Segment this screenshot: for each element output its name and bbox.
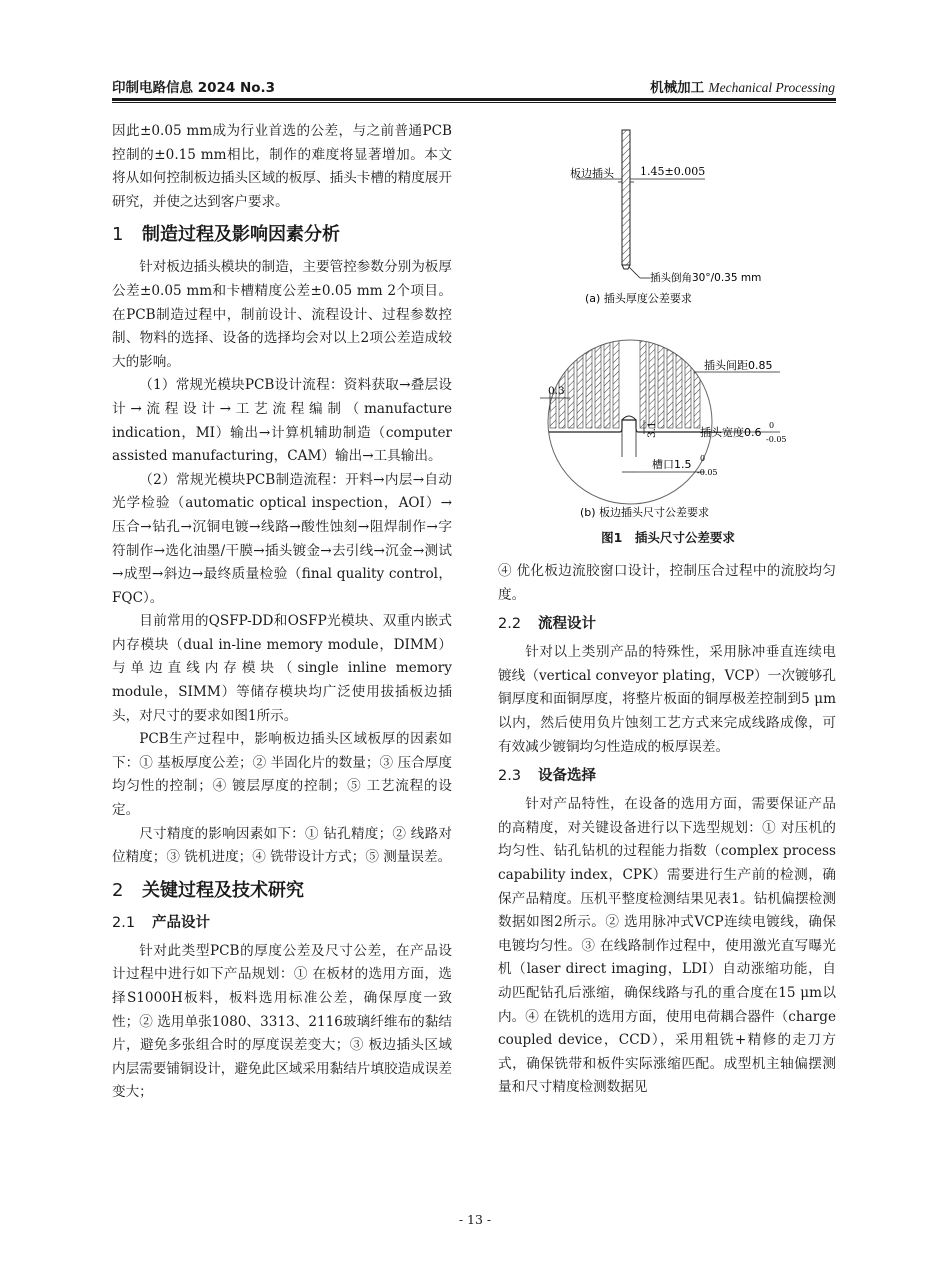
figure-1b — [530, 332, 787, 519]
intro-paragraph: 因此±0.05 mm成为行业首选的公差，与之前普通PCB控制的±0.15 mm相比，制作的难度将显著增加。本文将从如何控制板边插头区域的板厚、插头卡槽的精度展开研究，并使之达到客户要求。 — [112, 123, 452, 210]
section-2-2-number: 2.2 — [498, 616, 522, 633]
section-2-2-paragraph: 针对以上类别产品的特殊性，采用脉冲垂直连续电镀线（vertical conveyor plating，VCP）一次镀够孔铜厚度和面铜厚度，将整片板面的铜厚极差控制到5 μm以内，然后使用负片蚀刻工艺方式来完成线路成像，可有效减少镀铜均匀性造成的板厚误差。 — [498, 644, 836, 755]
section-1-paragraph: 针对板边插头模块的制造，主要管控参数分别为板厚公差±0.05 mm和卡槽精度公差±0.05 mm 2个项目。在PCB制造过程中，制前设计、流程设计、过程参数控制、物料的选择、设备的选择均会对以上2项公差造成较大的影响。 — [112, 259, 452, 370]
section-2-1-paragraph: 针对此类型PCB的厚度公差及尺寸公差，在产品设计过程中进行如下产品规划：① 在板材的选用方面，选择S1000H板料，板料选用标准公差，确保厚度一致性；② 选用单张1080、3313、2116玻璃纤维布的黏结片，避免多张组合时的厚度误差变大；③ 板边插头区域内层需要铺铜设计，避免此区域采用黏结片填胶造成误差变大； — [112, 942, 452, 1101]
section-1-paragraph: （2）常规光模块PCB制造流程：开料→内层→自动光学检验（automatic optical inspection，AOI）→压合→钻孔→沉铜电镀→线路→酸性蚀刻→阻焊制作→字符制作→选化油墨/干膜→插头镀金→去引线→沉金→测试→成型→斜边→最终质量检验（final quality control，FQC）。 — [112, 471, 452, 606]
section-1-title: 制造过程及影响因素分析 — [142, 224, 340, 246]
section-1-paragraph: PCB生产过程中，影响板边插头区域板厚的因素如下：① 基板厚度公差；② 半固化片的数量；③ 压合厚度均匀性的控制；④ 镀层厚度的控制；⑤ 工艺流程的设定。 — [112, 731, 452, 819]
section-header — [650, 76, 835, 96]
journal-header: 印制电路信息 2024 No.3 — [112, 80, 276, 96]
section-2-number: 2 — [112, 879, 124, 901]
header-rule — [112, 98, 836, 101]
label-width-upper: 0 — [769, 421, 775, 430]
header-rule-thin — [112, 102, 836, 103]
section-2-title: 关键过程及技术研究 — [142, 879, 304, 901]
label-thickness: 1.45±0.005 — [640, 165, 706, 178]
section-2-1-heading — [112, 912, 452, 934]
label-width — [700, 425, 762, 439]
label-slot-lower: -0.05 — [697, 468, 718, 477]
label-3-1: 3.1 — [646, 421, 658, 438]
section-header-cn: 机械加工 — [650, 80, 705, 96]
section-2-3-number: 2.3 — [498, 768, 522, 785]
section-2-3-title: 设备选择 — [538, 768, 596, 785]
section-1-paragraph: （1）常规光模块PCB设计流程：资料获取→叠层设计→流程设计→工艺流程编制（manufacture indication，MI）输出→计算机辅助制造（computer assisted manufacturing，CAM）输出→工具输出。 — [112, 377, 452, 465]
continuation-paragraph: ④ 优化板边流胶窗口设计，控制压合过程中的流胶均匀度。 — [498, 563, 836, 603]
section-2-heading — [112, 878, 452, 904]
page-number: - 13 - — [458, 1212, 492, 1227]
section-2-1-number: 2.1 — [112, 914, 136, 931]
leader-line — [629, 267, 640, 278]
label-chamfer: 插头倒角30°/0.35 mm — [650, 272, 762, 284]
connector-board-section — [622, 130, 630, 265]
section-1-paragraph: 目前常用的QSFP-DD和OSFP光模块、双重内嵌式内存模块（dual in-line memory module，DIMM）与单边直线内存模块（single inline memory module，SIMM）等储存模块均广泛使用拔插板边插头，对尺寸的要求如图1所示。 — [112, 613, 452, 724]
figure-1b-caption: (b) 板边插头尺寸公差要求 — [580, 506, 710, 519]
section-1-paragraph: 尺寸精度的影响因素如下：① 钻孔精度；② 线路对位精度；③ 铣机进度；④ 铣带设计方式；⑤ 测量误差。 — [112, 825, 452, 866]
label-edge-connector: 板边插头 — [570, 167, 614, 180]
figure-1a-caption: (a) 插头厚度公差要求 — [585, 292, 692, 305]
label-pitch: 插头间距0.85 — [704, 359, 773, 372]
section-2-2-heading — [498, 613, 836, 635]
section-2-1-title: 产品设计 — [152, 914, 210, 931]
section-header-en: Mechanical Processing — [708, 80, 835, 95]
section-2-2-title: 流程设计 — [538, 616, 596, 633]
figure-1a — [570, 130, 761, 305]
figure-1-title: 图1 插头尺寸公差要求 — [601, 530, 735, 545]
label-slot: 槽口1.5 — [652, 458, 692, 471]
label-width-value: 插头宽度0.6 — [700, 426, 762, 439]
right-column — [498, 560, 836, 1100]
section-2-3-paragraph: 针对产品特性，在设备的选用方面，需要保证产品的高精度，对关键设备进行以下选型规划：① 对压机的均匀性、钻孔钻机的过程能力指数（complex process capability index，CPK）需要进行生产前的检测，确保产品精度。压机平整度检测结果见表1。钻机偏摆检测数据如图2所示。② 选用脉冲式VCP连续电镀线，确保电镀均匀性。③ 在线路制作过程中，使用激光直写曝光机（laser direct imaging，LDI）自动涨缩功能，自动匹配钻孔后涨缩，确保线路与孔的重合度在15 μm以内。④ 在铣机的选用方面，使用电荷耦合器件（charge coupled device，CCD），采用粗铣+精修的走刀方式，确保铣带和板件实际涨缩匹配。成型机主轴偏摆测量和尺寸精度检测数据见 — [498, 796, 836, 1096]
label-slot-upper: 0 — [700, 454, 706, 463]
label-width-lower: -0.05 — [766, 435, 787, 444]
left-column — [112, 120, 452, 1105]
figure-1-diagram — [500, 122, 836, 522]
figure-1 — [500, 122, 836, 552]
section-1-heading — [112, 222, 452, 248]
section-2-3-heading — [498, 765, 836, 787]
label-0-3: 0.3 — [548, 385, 565, 397]
connector-chamfer — [622, 265, 630, 269]
section-1-number: 1 — [112, 224, 124, 246]
